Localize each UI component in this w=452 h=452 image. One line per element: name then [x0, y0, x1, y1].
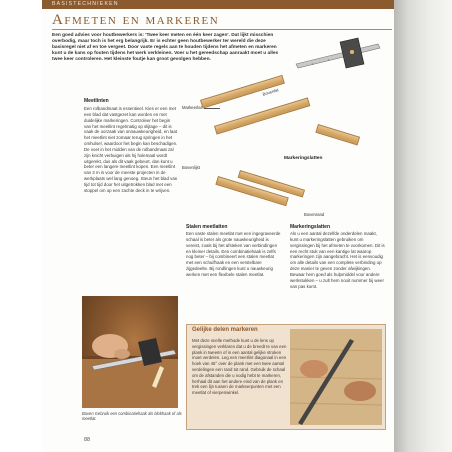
callout-markeerlat: Markeerlat: [182, 105, 202, 110]
combination-square-illustration: [292, 34, 386, 80]
section-label: BASISTECHNIEKEN: [52, 1, 119, 7]
callout-markeringslatten: Markeringslatten: [284, 156, 323, 161]
stalen-body: Een vaste stalen meetlat met een ingegraveerde schaal is beter als grote nauwkeurigheid is vereist, zoals bij het afsteken van verbindingen en kleiner details. Een combinatiehaak is zelfs nog beter – bij combineert een stalen meetlat met een schuifhaak en een verstelbare zijgedeelte. Bij rondlingen kunt u nauwkeurig werken met een flexibele stalen meetlat.: [186, 231, 281, 277]
meetlinten-body: Een rolbandmaat is essentieel. Kies er een met een blad dat vastgezet kan worden en met duidelijke markeringen. Controleer het begin van het meetlint regelmatig op slijtage – dit is vaak de oorzaak van onnauwkeurigheid, en laat het meetlint niet zomaar terug springen in het omhulsel, waardoor het begin kan beschadigen. De voet in het midden van de rolbandmaat zal zijn knicht verbuigen als hij holemaal wordt uitgerekt, dus als dit vaak gebeurt, dan kunt u beter een langere meetlint kopen. Een meetlint van 3 m is voor de meeste projecten in de werkplaats wel lang genoeg. Steun het blad van tijd tot tijd door het uitgetrokken blad met een stoppel om op een zachte deck in te wrijven.: [84, 106, 178, 193]
square-head-icon: [340, 38, 364, 68]
page-margin: [0, 0, 42, 452]
callout-bovenlijst: Bovenlijst: [182, 165, 200, 170]
callout-bovenrand: Bovenrand: [304, 212, 325, 217]
markeerlatten-body: Als u een aantal dezelfde onderdelen maakt, kunt u markeringslatten gebruiken om vergissingen bij het afmeten te voorkomen. Dit is een recht stuk van een kantige lat waarop markeringen zijn aangebracht. Het is eenvoudig om alle details van een complete verbinding op deze manier te geven zonder afwijkingen. Bewaar hem goed als hulpmiddel voor andere werkstukken – u zult hem nooit nummer bij weer van pas komt.: [290, 231, 385, 289]
square-blade-icon: [296, 44, 380, 68]
page-number: 88: [84, 437, 91, 443]
markeerlatten-heading: Markeringslatten: [290, 224, 331, 230]
stalen-heading: Stalen meetlatten: [186, 224, 228, 230]
marking-plank-photo: [290, 329, 382, 425]
intro-paragraph: Een goed advies voor houtbewerkers is: 'Twee keer meten en één keer zagen'. Dat lijkt misschien overbodig, maar toch is het erg belangrijk. Er is echter geen houtbewerker ter wereld die deze basisregel niet af en toe vergeet. Door vaste regels aan te houden tijdens het afmeten en markeren kunt u de kans op fouten tijdens het werk verkleinen. Voer u het gereedschap aanraakt moet u alles twee keer controleren. Het kleinste foutje kan groot gevolgen hebben.: [52, 33, 279, 63]
callout-bovenlat: Bovenlat: [262, 87, 280, 97]
combination-square-photo: [82, 296, 178, 408]
callout-leader: [204, 108, 220, 109]
page-title: Afmeten en markeren: [52, 12, 220, 28]
title-divider: [52, 29, 392, 30]
photo-caption: Boven Gebruik een combinatiehaak als blokhaak of als meetlat.: [82, 411, 182, 422]
meetlinten-heading: Meetlinten: [84, 98, 109, 104]
tip-box-heading: Gelijke delen markeren: [192, 327, 258, 333]
book-spine-shadow: [394, 0, 452, 452]
tip-box-body: Met deze snelle methode kunt u de lens op vergissingen verklaren dat u de breedt te van een plank in tweeën of in een aantal gelijke stroken moet verdelen. Leg een meetlint diagonaal in een hoek van 45° over de plank met een twee aantal verdelingen een rand tot rand. Gebruik de schaal om de afstanden die u nodig hebt te markeren, herhaal dit aan het andere eind van de plank en trek een lijn tussen de markeerpunten met een meetlat of vierpenwinkel.: [192, 338, 287, 396]
